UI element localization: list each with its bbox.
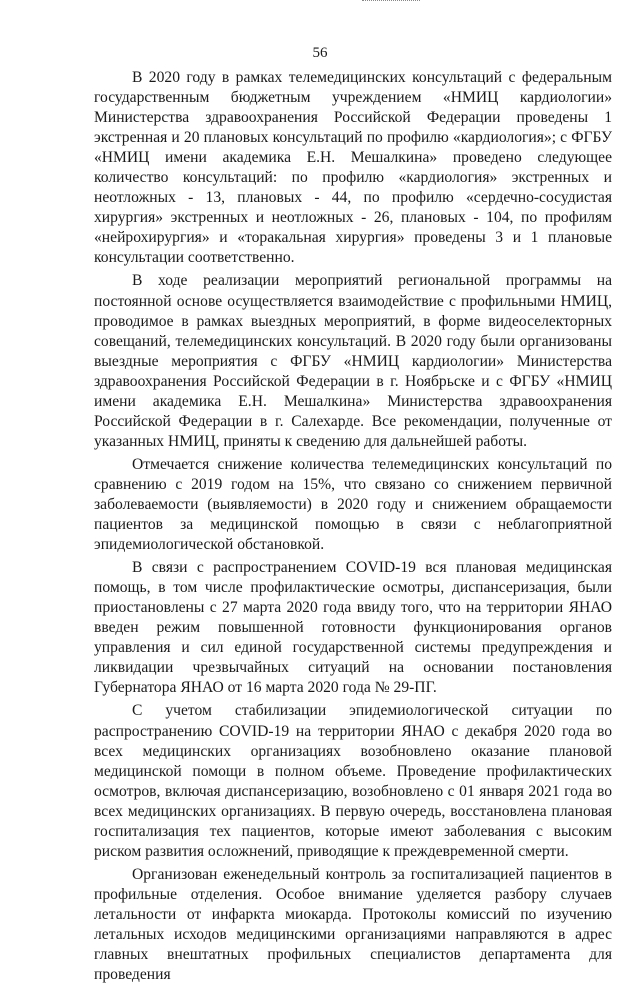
- paragraph-covid-suspension: В связи с распространением COVID-19 вся плановая медицинская помощь, в том числе профилактические осмотры, диспансеризация, были приостановлены с 27 марта 2020 года ввиду того, что на территории ЯНАО введен режим повышенной готовности функционирования органов управления и сил единой государственной системы предупреждения и ликвидации чрезвычайных ситуаций на основании постановления Губернатора ЯНАО от 16 марта 2020 года № 29-ПГ.: [94, 559, 612, 697]
- paragraph-consultation-decrease: Отмечается снижение количества телемедицинских консультаций по сравнению с 2019 годом на 15%, что связано со снижением первичной заболеваемости (выявляемости) в 2020 году и снижением обращаемости пациентов за медицинской помощью в связи с неблагоприятной эпидемиологической обстановкой.: [94, 455, 612, 554]
- paragraph-regional-program: В ходе реализации мероприятий региональной программы на постоянной основе осуществляется взаимодействие с профильными НМИЦ, проводимое в рамках выездных мероприятий, в форме видеоселекторных совещаний, телемедицинских консультаций. В 2020 году были организованы выездные мероприятия с ФГБУ «НМИЦ кардиологии» Министерства здравоохранения Российской Федерации в г. Ноябрьске и с ФГБУ «НМИЦ имени академика Е.Н. Мешалкина» Министерства здравоохранения Российской Федерации в г. Салехарде. Все рекомендации, полученные от указанных НМИЦ, приняты к сведению для дальнейшей работы.: [94, 272, 612, 450]
- document-body: [94, 68, 612, 985]
- paragraph-telemedicine-consultations: В 2020 году в рамках телемедицинских консультаций с федеральным государственным бюджетным учреждением «НМИЦ кардиологии» Министерства здравоохранения Российской Федерации проведены 1 экстренная и 20 плановых консультаций по профилю «кардиология»; с ФГБУ «НМИЦ имени академика Е.Н. Мешалкина» проведено следующее количество консультаций: по профилю «кардиология» экстренных и неотложных - 13, плановых - 44, по профилю «сердечно-сосудистая хирургия» экстренных и неотложных - 26, плановых - 104, по профилям «нейрохирургия» и «торакальная хирургия» проведены 3 и 1 плановые консультации соответственно.: [94, 69, 612, 267]
- page-number: 56: [312, 45, 328, 61]
- paragraph-weekly-control: Организован еженедельный контроль за госпитализацией пациентов в профильные отделения. Особое внимание уделяется разбору случаев летальности от инфаркта миокарда. Протоколы комиссий по изучению летальных исходов медицинскими организациями направляются в адрес главных внештатных профильных специалистов департамента для проведения: [94, 865, 612, 984]
- scan-mark: [362, 0, 420, 4]
- paragraph-care-resumption: С учетом стабилизации эпидемиологической ситуации по распространению COVID-19 на территории ЯНАО с декабря 2020 года во всех медицинских организациях возобновлено оказание плановой медицинской помощи в полном объеме. Проведение профилактических осмотров, включая диспансеризацию, возобновлено с 01 января 2021 года во всех медицинских организациях. В первую очередь, восстановлена плановая госпитализация тех пациентов, которые имеют заболевания с высоким риском развития осложнений, приводящие к преждевременной смерти.: [94, 702, 612, 860]
